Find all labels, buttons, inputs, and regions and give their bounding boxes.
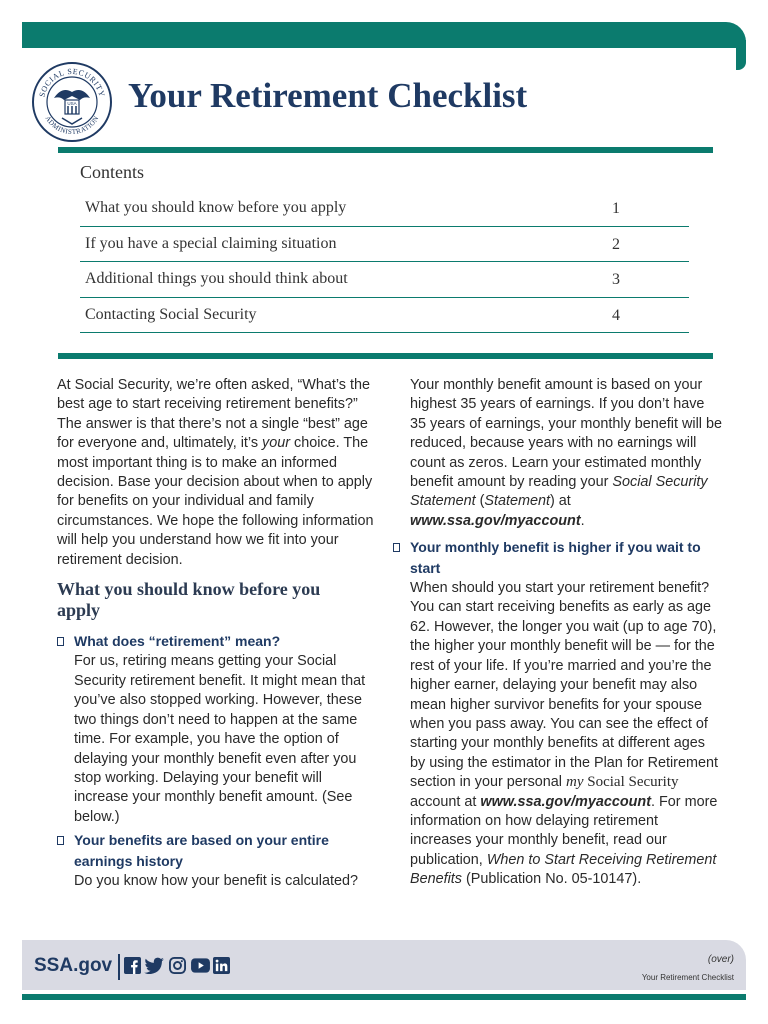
bullet-body: Do you know how your benefit is calculated? [74,872,358,889]
top-accent-bar [22,22,746,48]
p2-text-c: . For more information on how delaying retirement increases your monthly benefit, read our publication, [410,793,718,868]
bullet-body: For us, retiring means getting your Social Security retirement benefit. It might mean that you’ve also stopped working. However, these two things don’t need to happen at the same time. For example, you have the option of delaying your monthly benefit even after you stop working. Delaying your benefit will increase your monthly benefit amount. (See below.) [74,653,366,825]
publication-title: When to Start Receiving Retirement Benefits [410,851,717,888]
my-wordmark: my [566,774,584,791]
contents-top-rule [58,147,713,153]
top-accent-bar-tail [736,40,746,70]
seal-text-top: SOCIAL SECURITY [37,66,107,99]
intro-paragraph [57,376,377,570]
toc-row[interactable] [80,191,689,227]
left-column [57,376,377,891]
p1-text-c: ) at [550,493,571,510]
toc-item-page: 2 [612,235,620,253]
p1-text-d: . [580,512,585,529]
page-title: Your Retirement Checklist [128,76,528,115]
intro-emphasis: your [262,435,291,452]
footer-document-title: Your Retirement Checklist [641,973,734,982]
footer-bar [22,940,746,990]
toc-row[interactable] [80,298,689,334]
intro-text-a: At Social Security, we’re often asked, “What’s the best age to start receiving retirement benefits?” The answer is that there’s not a single “best” age for everyone and, ultimately, it’s [57,377,371,452]
toc-item-page: 4 [612,306,620,324]
table-of-contents [80,191,689,333]
bullet-body [393,579,723,890]
footer-divider [118,954,120,980]
bullet-heading: What does “retirement” mean? [74,633,281,650]
p1-text-b: ( [475,493,485,510]
toc-item-label: Contacting Social Security [85,305,257,323]
myaccount-link[interactable]: www.ssa.gov/myaccount [480,793,652,810]
intro-text-b: choice. The most important thing is to make an informed decision. Base your decision about when to apply for benefits on your individual and family circumstances. We hope the following information will help you understand how we fit into your retirement decision. [57,435,374,568]
linkedin-icon[interactable] [213,957,230,974]
bullet-earnings-history [57,831,377,872]
toc-item-label: If you have a special claiming situation [85,234,337,252]
bullet-heading: Your monthly benefit is higher if you wait to start [410,539,701,576]
facebook-icon[interactable] [124,957,141,974]
statement-title: Social Security Statement [410,474,708,510]
toc-item-page: 1 [612,200,620,217]
p2-text-b: account at [410,793,481,810]
myaccount-link[interactable]: www.ssa.gov/myaccount [410,512,581,529]
checkbox-icon [393,543,400,552]
toc-row[interactable] [80,227,689,263]
social-security-wordmark: Social Security [583,774,679,791]
p2-text-d: (Publication No. 05-10147). [462,871,642,888]
youtube-icon[interactable] [191,957,210,974]
toc-row[interactable] [80,262,689,298]
right-column [393,376,723,890]
ssa-seal-logo [32,62,112,142]
contents-bottom-rule [58,353,713,359]
bullet-wait-to-start [393,538,723,579]
twitter-icon[interactable] [144,957,165,974]
bullet-heading: Your benefits are based on your entire earnings history [74,832,329,869]
checkbox-icon [57,836,64,845]
seal-center-text: USA [67,101,77,106]
p2-text-a: When should you start your retirement benefit? You can start receiving benefits as early as age 62. However, the longer you wait (up to age 70), the higher your monthly benefit will be — for the rest of your life. If you’re married and you’re the higher earner, delaying your benefit may also mean higher survivor benefits for your spouse when you pass away. You can see the effect of starting your monthly benefits at different ages by using the estimator in the Plan for Retirement section in your personal [410,580,718,791]
over-label: (over) [707,954,734,965]
ssa-gov-link[interactable]: SSA.gov [34,955,113,976]
statement-short: Statement [484,493,551,510]
seal-text-bottom: ADMINISTRATION [43,114,101,137]
checkbox-icon [57,637,64,646]
toc-item-page: 3 [612,271,620,288]
bullet-retirement-meaning [57,632,377,652]
instagram-icon[interactable] [169,957,186,974]
bottom-accent-rule [22,994,746,1000]
section-heading: What you should know before you apply [57,579,321,621]
p1-text-a: Your monthly benefit amount is based on your highest 35 years of earnings. If you don’t have 35 years of earnings, your monthly benefit will be reduced, because years with no earnings will count as zeros. Learn your estimated monthly benefit amount by reading your [410,377,722,491]
toc-item-label: Additional things you should think about [85,270,348,287]
toc-item-label: What you should know before you apply [85,199,347,216]
benefit-amount-paragraph [393,376,723,531]
contents-heading: Contents [80,162,145,182]
